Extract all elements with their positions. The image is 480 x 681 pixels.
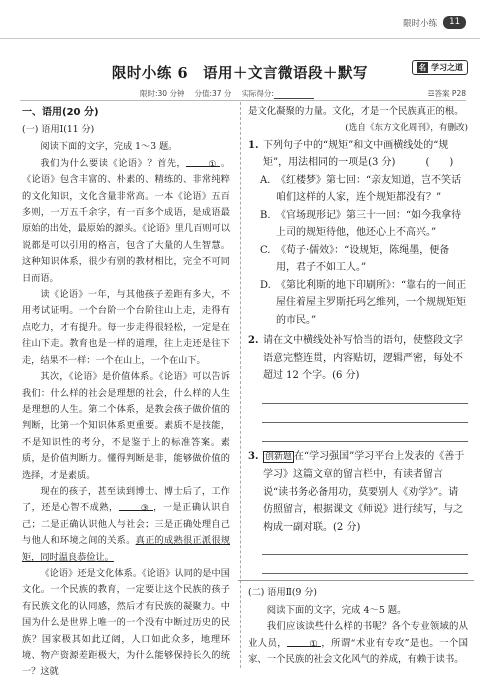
- column-divider: [240, 102, 241, 668]
- meta-divider: [20, 100, 466, 101]
- score-total: 分值:37 分: [194, 89, 232, 98]
- exam-meta: [140, 88, 314, 99]
- passage-2-paragraph: 我们应该读些什么样的书呢？各个专业领域的从业人员， ① ，所谓“术业有专攻”是也。一个国家、一个民族的社会文化风气的养成，有赖于读书。: [248, 621, 468, 665]
- answer-line[interactable]: [262, 385, 468, 404]
- option-b[interactable]: B. 《官场现形记》第三十一回：“如今我拿待上司的规矩待他，他还心上不高兴。”: [260, 209, 462, 239]
- page-number: 11: [443, 16, 466, 29]
- section-name: 限时小练: [403, 18, 438, 29]
- actual-score: 实际得分:: [241, 88, 314, 99]
- question-3: 3. 创新题 在“学习强国”学习平台上发表的《善于学习》这篇文章的留言栏中，有读者留言说“读书务必备用功，莫要别人《劝学》”。请仿照留言，根据课文《师说》进行续写，与之构成一副对联。(2 分): [248, 450, 465, 533]
- header-divider: [0, 38, 480, 39]
- blank-2-1[interactable]: ①: [287, 637, 321, 647]
- page-title: 限时小练 6 语用＋文言微语段＋默写: [111, 65, 369, 82]
- blank-1[interactable]: ①: [186, 157, 220, 167]
- passage-paragraph-4: 现在的孩子，甚至读到博士、博士后了，工作了，还是心智不成熟， ③ ，一是正确认识自己；二是正确认识他人与社会；三是正确处理自己与他人和环境之间的关系。真正的成熟很正派很规矩，同时温良恭俭让。: [22, 485, 231, 563]
- right-column: [248, 104, 468, 668]
- question-2: 2. 请在文中横线处补写恰当的语句，使整段文字语意完整连贯，内容贴切，逻辑严密，每处不超过 12 个字。(6 分): [248, 335, 463, 382]
- subsection-heading-2: (二) 语用Ⅱ(9 分): [248, 587, 318, 599]
- option-d[interactable]: D. 《第比利斯的地下印刷所》：“靠右的一间正屋住着屋主罗斯托玛乞维列，一个规规矩矩的市民。”: [260, 279, 467, 326]
- answer-line[interactable]: [262, 404, 468, 423]
- section-divider: [238, 580, 474, 581]
- question-1: 1. 下列句子中的“规矩”和文中画横线处的“规矩”，用法相同的一项是(3 分) ( ): [248, 139, 454, 169]
- time-limit: 限时:30 分钟: [140, 89, 185, 98]
- subsection-heading: (一) 语用Ⅰ(11 分): [22, 124, 95, 135]
- study-badge: [412, 60, 469, 75]
- innovation-tag: 创新题: [265, 451, 293, 462]
- passage-source: (选自《东方文化周刊》，有删改): [345, 123, 468, 134]
- underlined-sentence: 真正的成熟很正派很规矩，同时温良恭俭让。: [22, 535, 231, 563]
- score-blank[interactable]: [274, 90, 314, 99]
- answer-line[interactable]: [262, 423, 468, 442]
- answer-line[interactable]: [262, 555, 468, 574]
- title-row: [0, 62, 480, 83]
- passage-intro-2: 阅读下面的文字，完成 4～5 题。: [266, 604, 407, 616]
- passage-paragraph-2: 读《论语》一年，与其他孩子差距有多大，不用考试证明。一个台阶一个台阶往山上走，走得有点吃力，才有提升。每一步走得很轻松，一定是在往山下走。教育也是一样的道理，往上走还是往下走，结果不一样：一个在山上，一个在山下。: [22, 289, 230, 366]
- passage-continuation: 是文化凝聚的力量。文化，才是一个民族真正的根。: [248, 106, 464, 117]
- option-c[interactable]: C. 《荀子·儒效》：“设规矩，陈绳墨，便备用，君子不如工人。”: [260, 244, 450, 274]
- passage-paragraph-3: 其次，《论语》是价值体系。《论语》可以告诉我们：什么样的社会是理想的社会，什么样的人生是理想的人生。第二个体系，是教会孩子做价值的判断，比第一个知识体系更重要。素质不是技能，不是知识性的考分，不是鉴于上的标准答案。素质，是价值判断力。懂得判断是非，能够做价值的选择，才是素质。: [22, 371, 230, 481]
- answer-line[interactable]: [262, 536, 468, 555]
- badge-text: 学习之道: [431, 62, 463, 72]
- section-heading: 一、语用(20 分): [22, 107, 99, 118]
- blank-3[interactable]: ③: [119, 501, 153, 511]
- option-a[interactable]: A. 《红楼梦》第七回：“亲友知道，岂不笑话咱们这样的人家，连个规矩都没有？”: [260, 174, 462, 204]
- passage-intro: 阅读下面的文字，完成 1～3 题。: [40, 141, 178, 153]
- passage-paragraph-5: 《论语》还是文化体系。《论语》认同的是中国文化。一个民族的教育，一定要让这个民族的孩子有民族文化的认同感，然后才有民族的凝聚力。中国为什么是世界上唯一的一个没有中断过历史的民族？国家极其如此辽阔，人口如此众多，地理环境、物产资源差距极大，为什么能够保持长久的统一？这就: [22, 567, 230, 678]
- left-column: [22, 104, 230, 681]
- passage-paragraph-1: 我们为什么要读《论语》？首先， ① 。《论语》包含丰富的、朴素的、精练的、非常纯粹的文化知识，文化含量非常高。一本《论语》五百多则，一万五千余字，有一百多个成语，是成语最原始的出处，最原始的源头。《论语》里几百则可以说都是可以引用的格言，包含了大量的人生智慧。这种知识体系，很少有别的教材相比，完全不可同日而语。: [22, 157, 231, 284]
- page-header: [403, 16, 466, 29]
- answer-reference: ☲答案 P28: [427, 89, 466, 98]
- badge-mark: 名: [418, 63, 426, 72]
